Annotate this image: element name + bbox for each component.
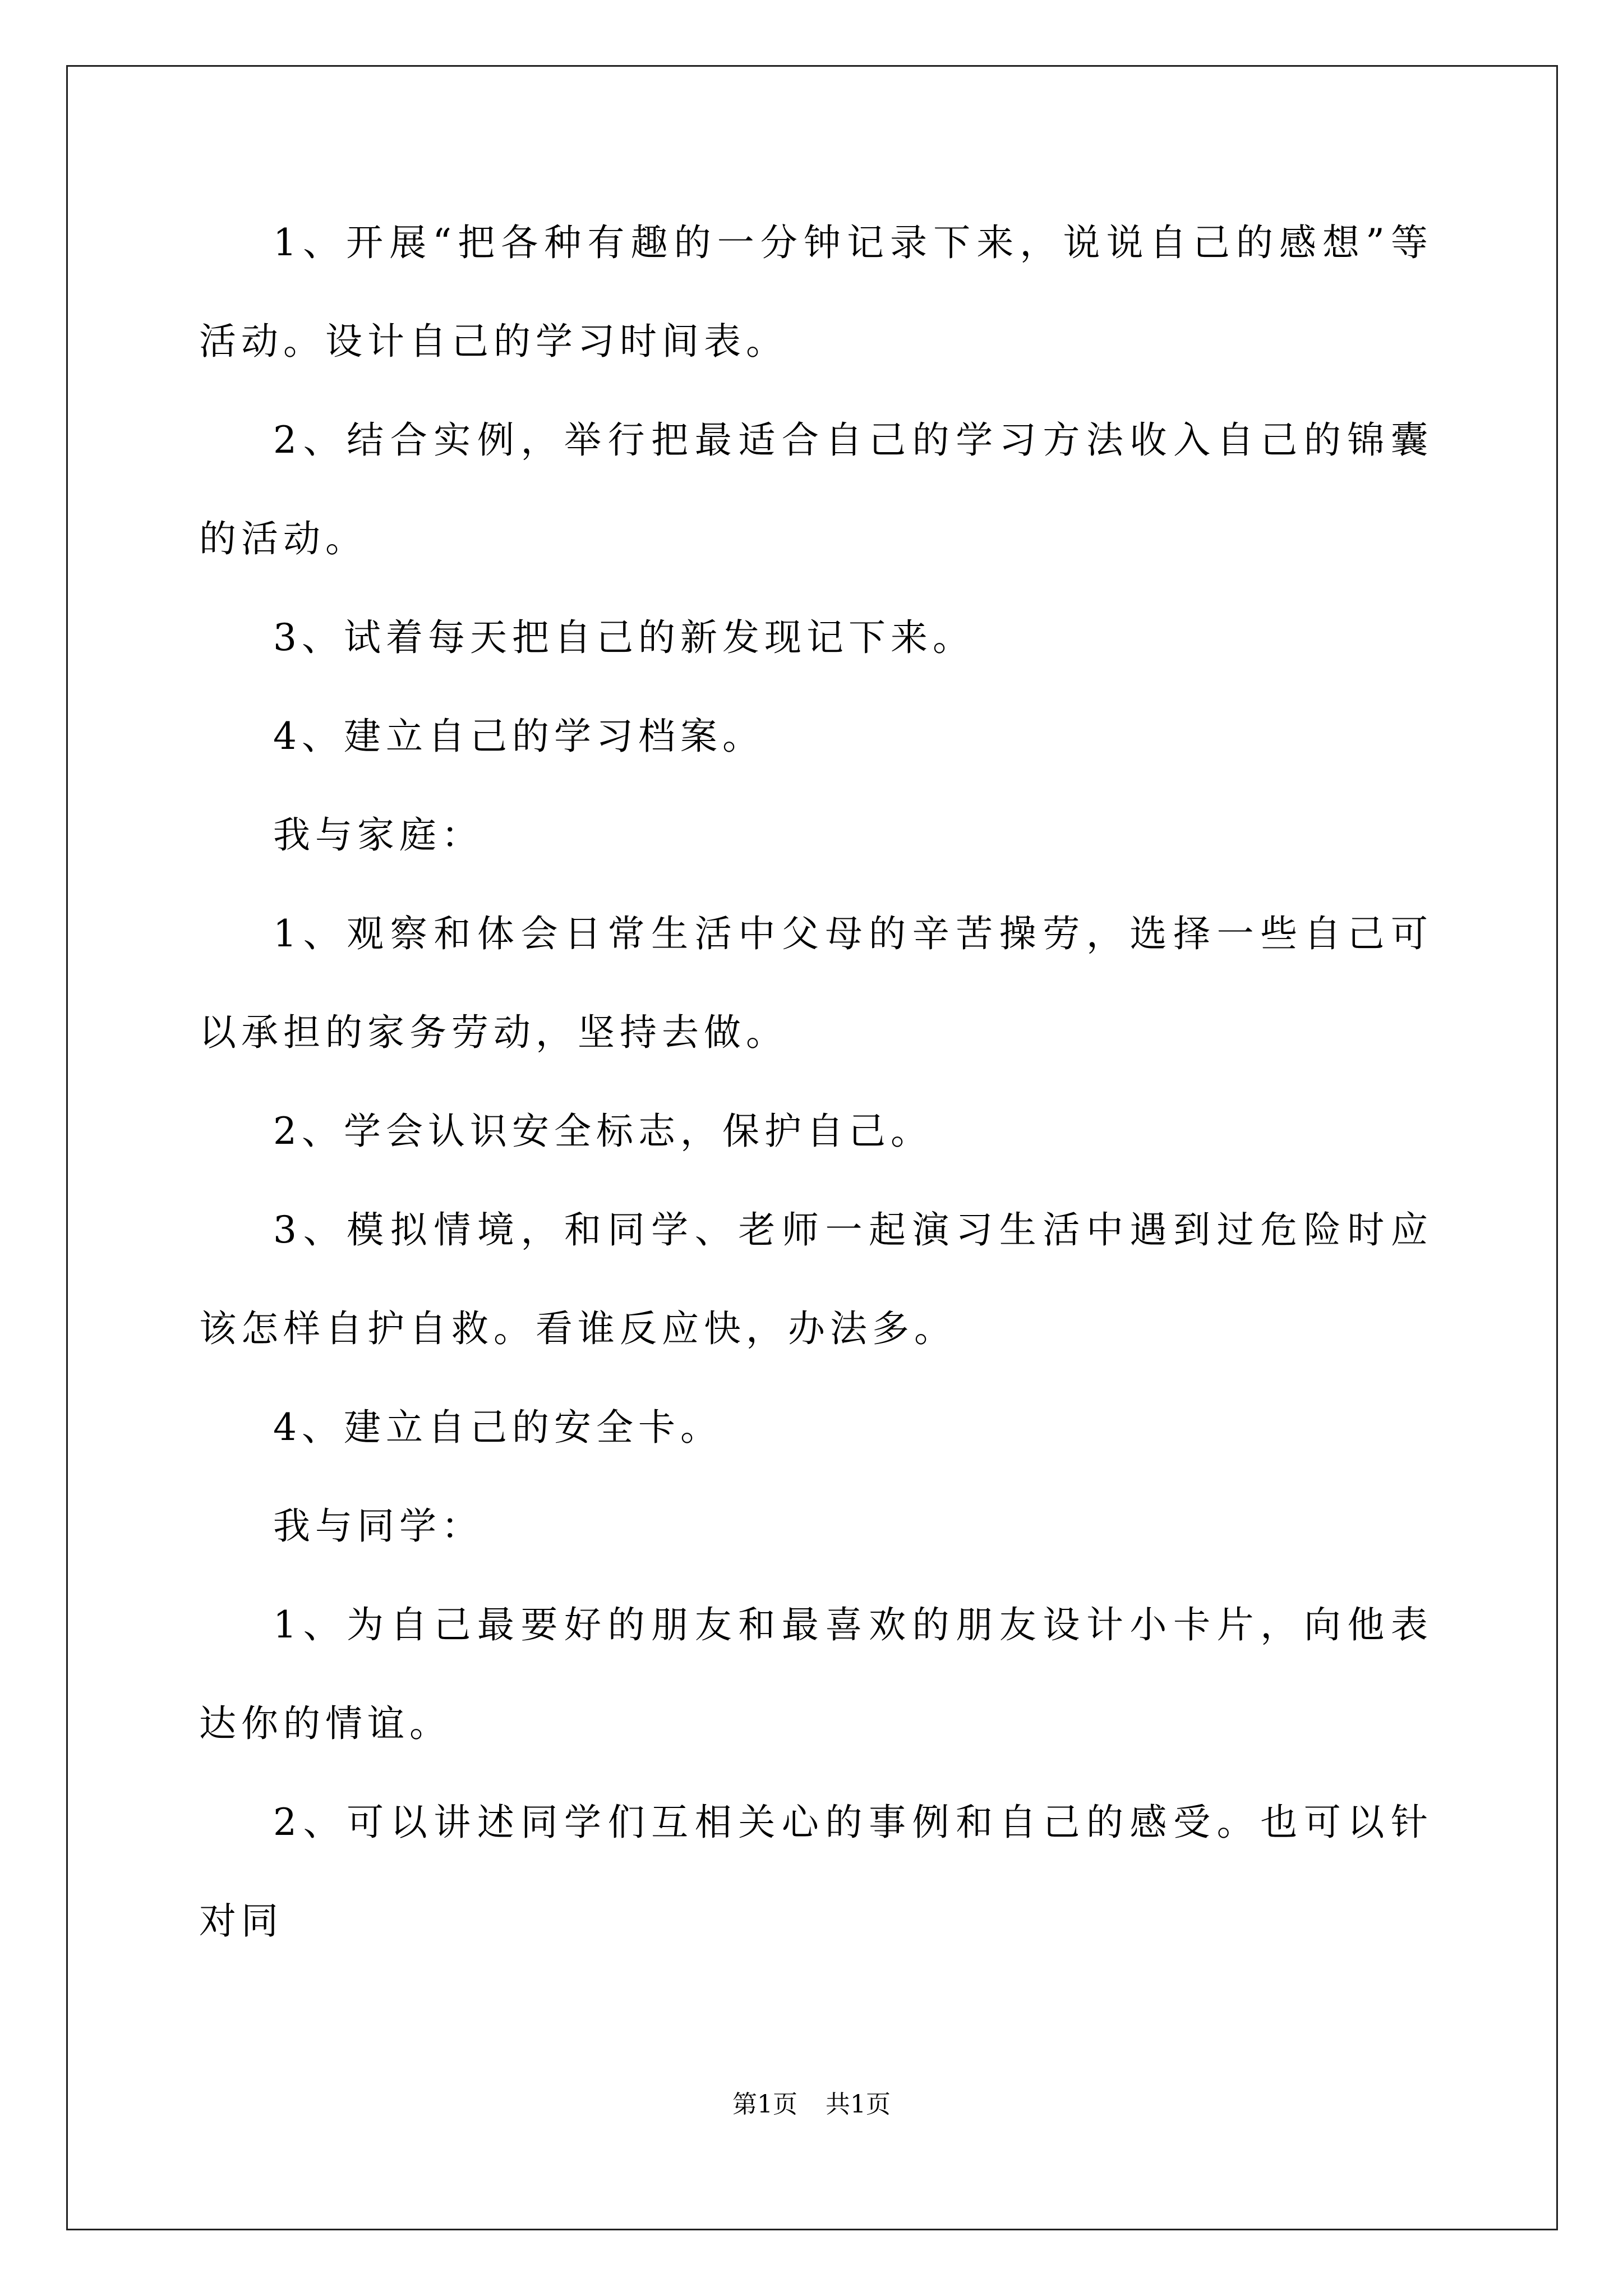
paragraph-8: 3、模拟情境，和同学、老师一起演习生活中遇到过危险时应该怎样自护自救。看谁反应快，办法多。 [199, 1208, 1433, 1350]
paragraph-2: 2、结合实例，举行把最适合自己的学习方法收入自己的锦囊的活动。 [199, 418, 1433, 560]
document-body [199, 194, 1433, 1971]
paragraph-4: 4、建立自己的学习档案。 [273, 715, 764, 758]
page-footer [0, 2088, 1623, 2122]
paragraph-1: 1、开展“把各种有趣的一分钟记录下来，说说自己的感想”等活动。设计自己的学习时间表。 [199, 221, 1433, 363]
paragraph-7: 2、学会认识安全标志，保护自己。 [273, 1110, 933, 1153]
page-number-current: 第1页 [732, 2090, 797, 2119]
paragraph-11: 1、为自己最要好的朋友和最喜欢的朋友设计小卡片，向他表达你的情谊。 [199, 1603, 1433, 1745]
page-number-total: 共1页 [826, 2090, 891, 2119]
paragraph-9: 4、建立自己的安全卡。 [273, 1406, 722, 1449]
paragraph-6: 1、观察和体会日常生活中父母的辛苦操劳，选择一些自己可以承担的家务劳动，坚持去做。 [199, 912, 1433, 1054]
paragraph-12: 2、可以讲述同学们互相关心的事例和自己的感受。也可以针对同 [199, 1801, 1433, 1943]
section-heading-classmates: 我与同学： [273, 1504, 483, 1548]
section-heading-family: 我与家庭： [273, 813, 483, 857]
paragraph-3: 3、试着每天把自己的新发现记下来。 [273, 616, 975, 659]
